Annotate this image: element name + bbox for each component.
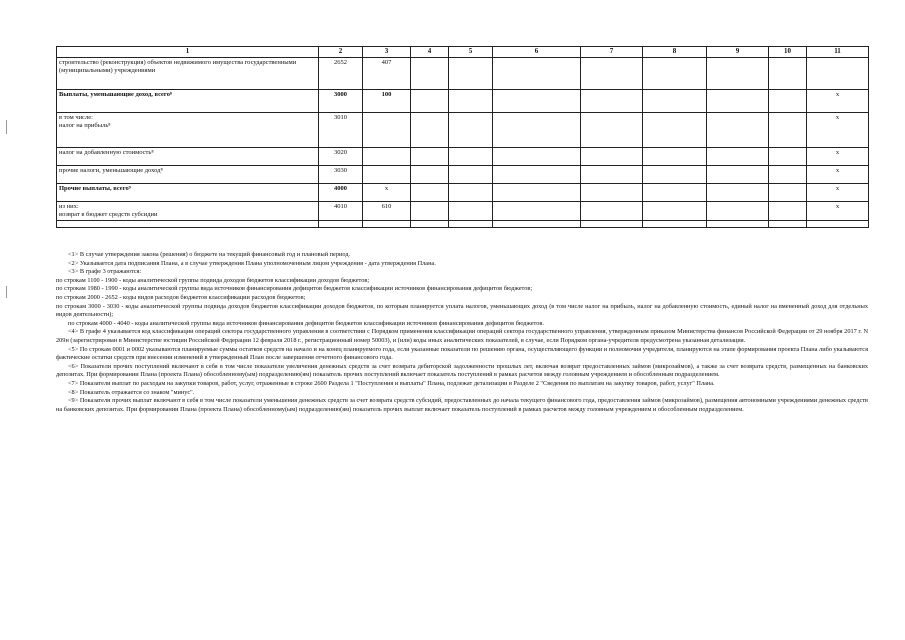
row-name: в том числе: налог на прибыль⁸ [57,113,319,148]
footnotes [56,251,868,414]
row-col11: x [807,113,869,148]
header-cell: 6 [493,47,581,58]
footnote: <2> Указывается дата подписания Плана, а в случае утверждения Плана уполномоченным лицом учреждения - дата утверждения Плана. [68,259,436,267]
header-cell: 9 [707,47,769,58]
header-cell: 3 [363,47,411,58]
header-cell: 2 [319,47,363,58]
table-row [57,184,869,202]
row-name: из них: возврат в бюджет средств субсидии [57,202,319,221]
footnote: <6> Показатели прочих поступлений включают в себя в том числе показатели увеличения денежных средств за счет возврата дебиторской задолженности прошлых лет, включая возврат предоставленных займов (микрозаймов), а также за счет возврата средств, размещенных на банковских депозитах. При формировании Плана (проекта Плана) обособленному(ым) подразделению(ям) показатель прочих поступлений включает показатель поступлений в рамках расчетов между головным учреждением и обособленным подразделением. [56,362,868,379]
row-col3: 610 [363,202,411,221]
row-name: строительство (реконструкция) объектов недвижимого имущества государственными (муниципальными) учреждениями [57,58,319,90]
row-col11: x [807,166,869,184]
footnote: по строкам 3000 - 3030 - коды аналитической группы подвида доходов бюджетов классификации доходов бюджетов, по которым планируется уплата налогов, уменьшающих доход (в том числе налог на прибыль, налог на добавленную стоимость, единый налог на вмененный доход для отдельных видов деятельности); [56,302,868,319]
row-code: 4000 [319,184,363,202]
footnote: <1> В случае утверждения закона (решения) о бюджете на текущий финансовый год и плановый период. [68,251,351,258]
row-col3: x [363,184,411,202]
row-code: 3000 [319,90,363,113]
row-col11: x [807,202,869,221]
table-row [57,113,869,148]
footnote: по строкам 2000 - 2652 - коды видов расходов бюджетов классификации расходов бюджетов; [56,293,306,301]
table-header-row [57,47,869,58]
row-col3 [363,166,411,184]
row-code: 3020 [319,148,363,166]
footnote: по строкам 1980 - 1990 - коды аналитической группы вида источников финансирования дефицитов бюджетов классификации источников финансирования дефицитов бюджетов; [56,285,533,293]
row-name: налог на добавленную стоимость⁸ [57,148,319,166]
table-row-empty [57,221,869,228]
scan-mark [6,120,7,134]
row-col11: x [807,184,869,202]
row-col3 [363,148,411,166]
footnote: <5> По строкам 0001 и 0002 указываются планируемые суммы остатков средств на начало и на конец планируемого года, если указанные показатели по решению органа, осуществляющего функции и полномочия учредителя, планируются на этапе формирования проекта Плана либо указываются фактические остатки средств при внесении изменений в утвержденный План после завершения отчетного финансового года. [56,345,868,362]
row-col11: x [807,148,869,166]
table-row [57,148,869,166]
row-code: 4010 [319,202,363,221]
row-code: 3010 [319,113,363,148]
footnote: <8> Показатель отражается со знаком "минус". [68,388,195,396]
row-name: Выплаты, уменьшающие доход, всего⁸ [57,90,319,113]
table-row [57,58,869,90]
table-row [57,202,869,221]
row-col11 [807,58,869,90]
footnote: по строкам 1100 - 1900 - коды аналитической группы подвида доходов бюджетов классификации доходов бюджетов; [56,276,370,284]
row-col3: 407 [363,58,411,90]
header-cell: 1 [57,47,319,58]
footnote: <3> В графе 3 отражаются: [68,268,142,276]
scan-mark [6,286,7,298]
header-cell: 4 [411,47,449,58]
row-col3 [363,113,411,148]
plan-table [56,46,869,228]
table-row [57,166,869,184]
row-col3: 100 [363,90,411,113]
table-row [57,90,869,113]
row-code: 2652 [319,58,363,90]
header-cell: 8 [643,47,707,58]
footnote: <9> Показатели прочих выплат включают в себя в том числе показатели уменьшения денежных средств за счет возврата средств субсидий, предоставленных до начала текущего финансового года, предоставления займов (микрозаймов), размещения автономными учреждениями денежных средств на банковских депозитах. При формировании Плана (проекта Плана) обособленному(ым) подразделению(ям) показатель прочих выплат включает показатель поступлений в рамках расчетов между головным учреждением и обособленным подразделением. [56,397,868,413]
row-code: 3030 [319,166,363,184]
header-cell: 10 [769,47,807,58]
row-name: прочие налоги, уменьшающие доход⁸ [57,166,319,184]
footnote: по строкам 4000 - 4040 - коды аналитической группы вида источников финансирования дефицитов бюджетов классификации источников финансирования дефицитов бюджетов. [68,319,544,327]
header-cell: 5 [449,47,493,58]
header-cell: 7 [581,47,643,58]
row-col11: x [807,90,869,113]
header-cell: 11 [807,47,869,58]
footnote: <7> Показатели выплат по расходам на закупки товаров, работ, услуг, отраженные в строке 2600 Раздела 1 "Поступления и выплаты" Плана, подлежат детализации в Разделе 2 "Сведения по выплатам на закупку товаров, работ, услуг" Плана. [68,379,715,387]
row-name: Прочие выплаты, всего⁹ [57,184,319,202]
footnote: <4> В графе 4 указывается код классификации операций сектора государственного управления в соответствии с Порядком применения классификации операций сектора государственного управления, утвержденным приказом Министерства финансов Российской Федерации от 29 ноября 2017 г. N 209н (зарегистрирован в Министерстве юстиции Российской Федерации 12 февраля 2018 г., регистрационный номер 50003), и (или) коды иных аналитических показателей, в случае, если Порядком органа-учредителя предусмотрена указанная детализация. [56,328,868,344]
